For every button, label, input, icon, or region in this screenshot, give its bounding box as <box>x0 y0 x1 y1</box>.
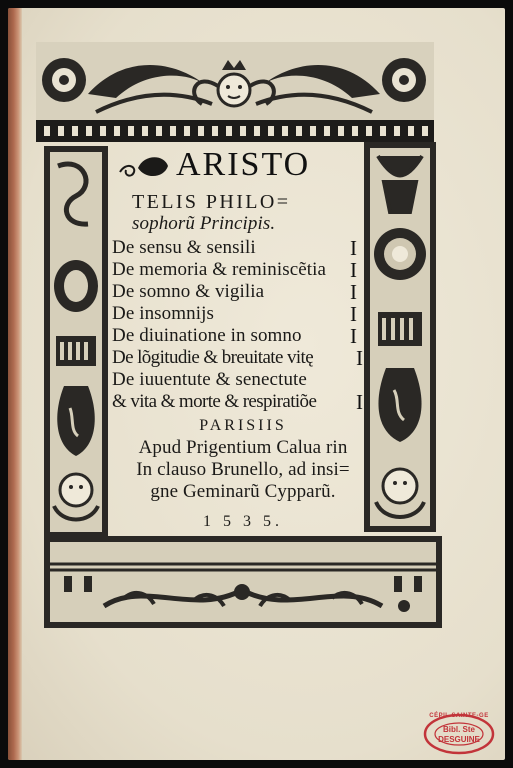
imprint-line: In clauso Brunello, ad insi= <box>136 459 350 480</box>
contents-numeral: I <box>356 346 363 370</box>
woodcut-top-border <box>36 42 434 142</box>
contents-entry: De lõgitudie & breuitate vitę <box>112 347 314 368</box>
woodcut-right-pillar <box>364 142 436 532</box>
stamp-ring-text: CÉPIL SAINTE-GE <box>429 713 489 719</box>
title-subheading: TELIS PHILO= <box>132 191 291 213</box>
imprint-line: Apud Prigentium Calua rin <box>138 437 348 458</box>
title-row <box>112 146 374 184</box>
contents-numeral: I <box>350 302 357 326</box>
title-heading: ARISTO <box>176 146 311 183</box>
woodcut-left-pillar <box>44 146 108 538</box>
book-spine-edge <box>8 8 22 760</box>
woodcut-bottom-border <box>44 536 442 628</box>
stamp-line-1: Bibl. Ste <box>442 725 475 734</box>
contents-numeral: I <box>356 390 363 414</box>
contents-numeral: I <box>350 324 357 348</box>
contents-entry: De sensu & sensili <box>112 237 256 258</box>
stamp-line-2: DESGUINE <box>438 735 480 744</box>
contents-entry: De memoria & reminiscẽtia <box>112 259 327 280</box>
contents-entry: & vita & morte & respiratiõe <box>112 391 317 412</box>
imprint-place: PARISIIS <box>199 417 287 434</box>
contents-entry: De iuuentute & senectute <box>112 369 307 390</box>
fleuron-icon <box>116 152 170 182</box>
contents-entry: De somno & vigilia <box>112 281 265 302</box>
imprint-line: gne Geminarũ Cypparũ. <box>150 481 336 502</box>
contents-numeral: I <box>350 280 357 304</box>
imprint-year: 1 5 3 5. <box>203 513 283 530</box>
title-text-block <box>112 146 374 534</box>
library-stamp <box>422 712 496 756</box>
contents-numeral: I <box>350 236 357 260</box>
contents-entry: De insomnijs <box>112 303 215 324</box>
title-subheading-2: sophorũ Principis. <box>132 213 276 234</box>
contents-numeral: I <box>350 258 357 282</box>
title-page <box>8 8 505 760</box>
contents-entry: De diuinatione in somno <box>112 325 302 346</box>
